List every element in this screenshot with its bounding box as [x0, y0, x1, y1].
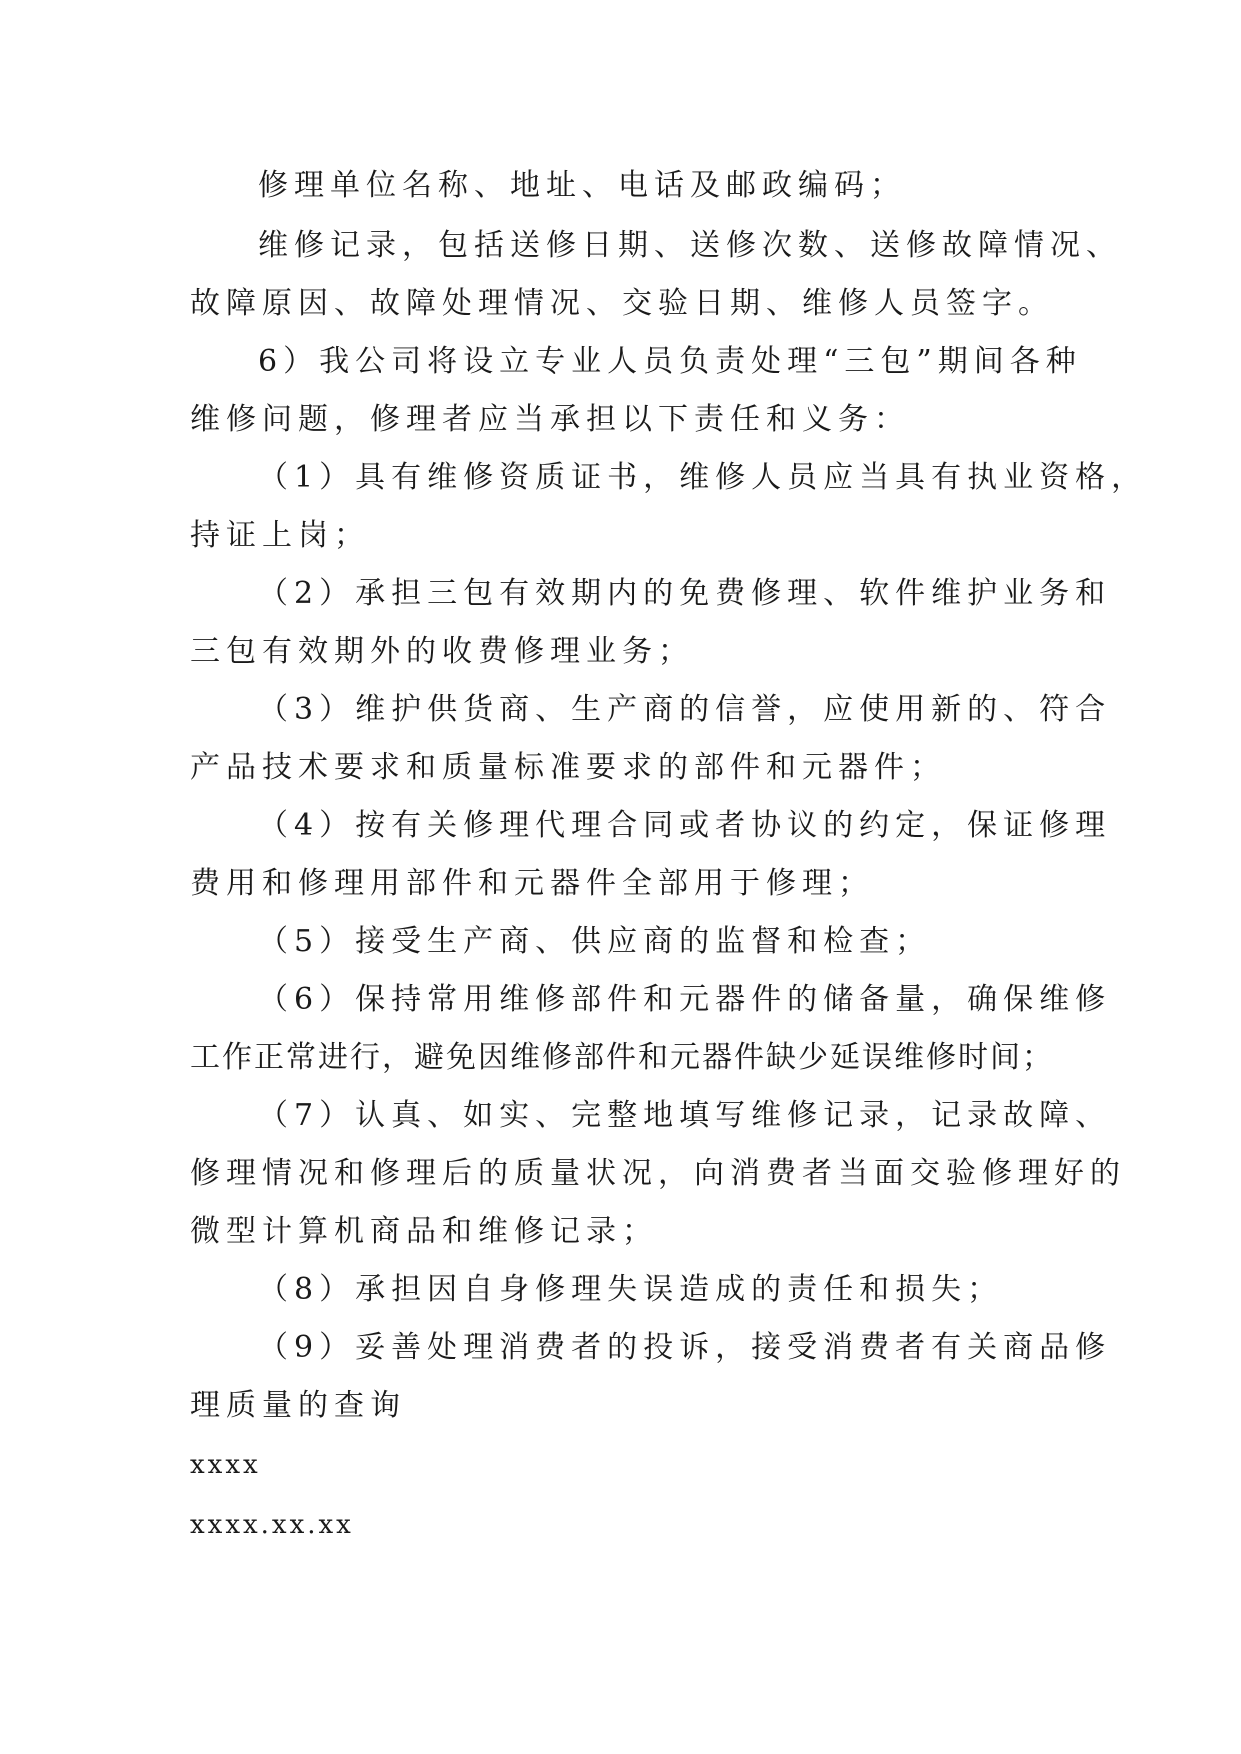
date-placeholder: xxxx.xx.xx [190, 1510, 354, 1540]
paragraph-line: （6）保持常用维修部件和元器件的储备量，确保维修 [258, 982, 1112, 1017]
paragraph-line: 故障原因、故障处理情况、交验日期、维修人员签字。 [190, 286, 1054, 321]
paragraph-line: （1）具有维修资质证书，维修人员应当具有执业资格， [258, 460, 1148, 495]
paragraph-line: 修理单位名称、地址、电话及邮政编码； [258, 168, 906, 203]
paragraph-line: 三包有效期外的收费修理业务； [190, 634, 694, 669]
paragraph-line: （3）维护供货商、生产商的信誉，应使用新的、符合 [258, 692, 1112, 727]
paragraph-line: （4）按有关修理代理合同或者协议的约定，保证修理 [258, 808, 1112, 843]
paragraph-line: （8）承担因自身修理失误造成的责任和损失； [258, 1272, 1004, 1307]
paragraph-line: 工作正常进行，避免因维修部件和元器件缺少延误维修时间； [190, 1040, 1054, 1075]
paragraph-line: 持证上岗； [190, 518, 370, 553]
paragraph-line: 产品技术要求和质量标准要求的部件和元器件； [190, 750, 946, 785]
paragraph-line: 维修记录，包括送修日期、送修次数、送修故障情况、 [258, 228, 1122, 263]
paragraph-line: （5）接受生产商、供应商的监督和检查； [258, 924, 932, 959]
paragraph-line: 费用和修理用部件和元器件全部用于修理； [190, 866, 874, 901]
paragraph-line: 6）我公司将设立专业人员负责处理“三包”期间各种 [258, 344, 1082, 379]
paragraph-line: 微型计算机商品和维修记录； [190, 1214, 658, 1249]
paragraph-line: 理质量的查询 [190, 1388, 406, 1423]
paragraph-line: （9）妥善处理消费者的投诉，接受消费者有关商品修 [258, 1330, 1112, 1365]
signature-placeholder: xxxx [190, 1450, 261, 1480]
paragraph-line: （7）认真、如实、完整地填写维修记录，记录故障、 [258, 1098, 1112, 1133]
paragraph-line: 修理情况和修理后的质量状况，向消费者当面交验修理好的 [190, 1156, 1126, 1191]
paragraph-line: 维修问题，修理者应当承担以下责任和义务： [190, 402, 910, 437]
paragraph-line: （2）承担三包有效期内的免费修理、软件维护业务和 [258, 576, 1112, 611]
